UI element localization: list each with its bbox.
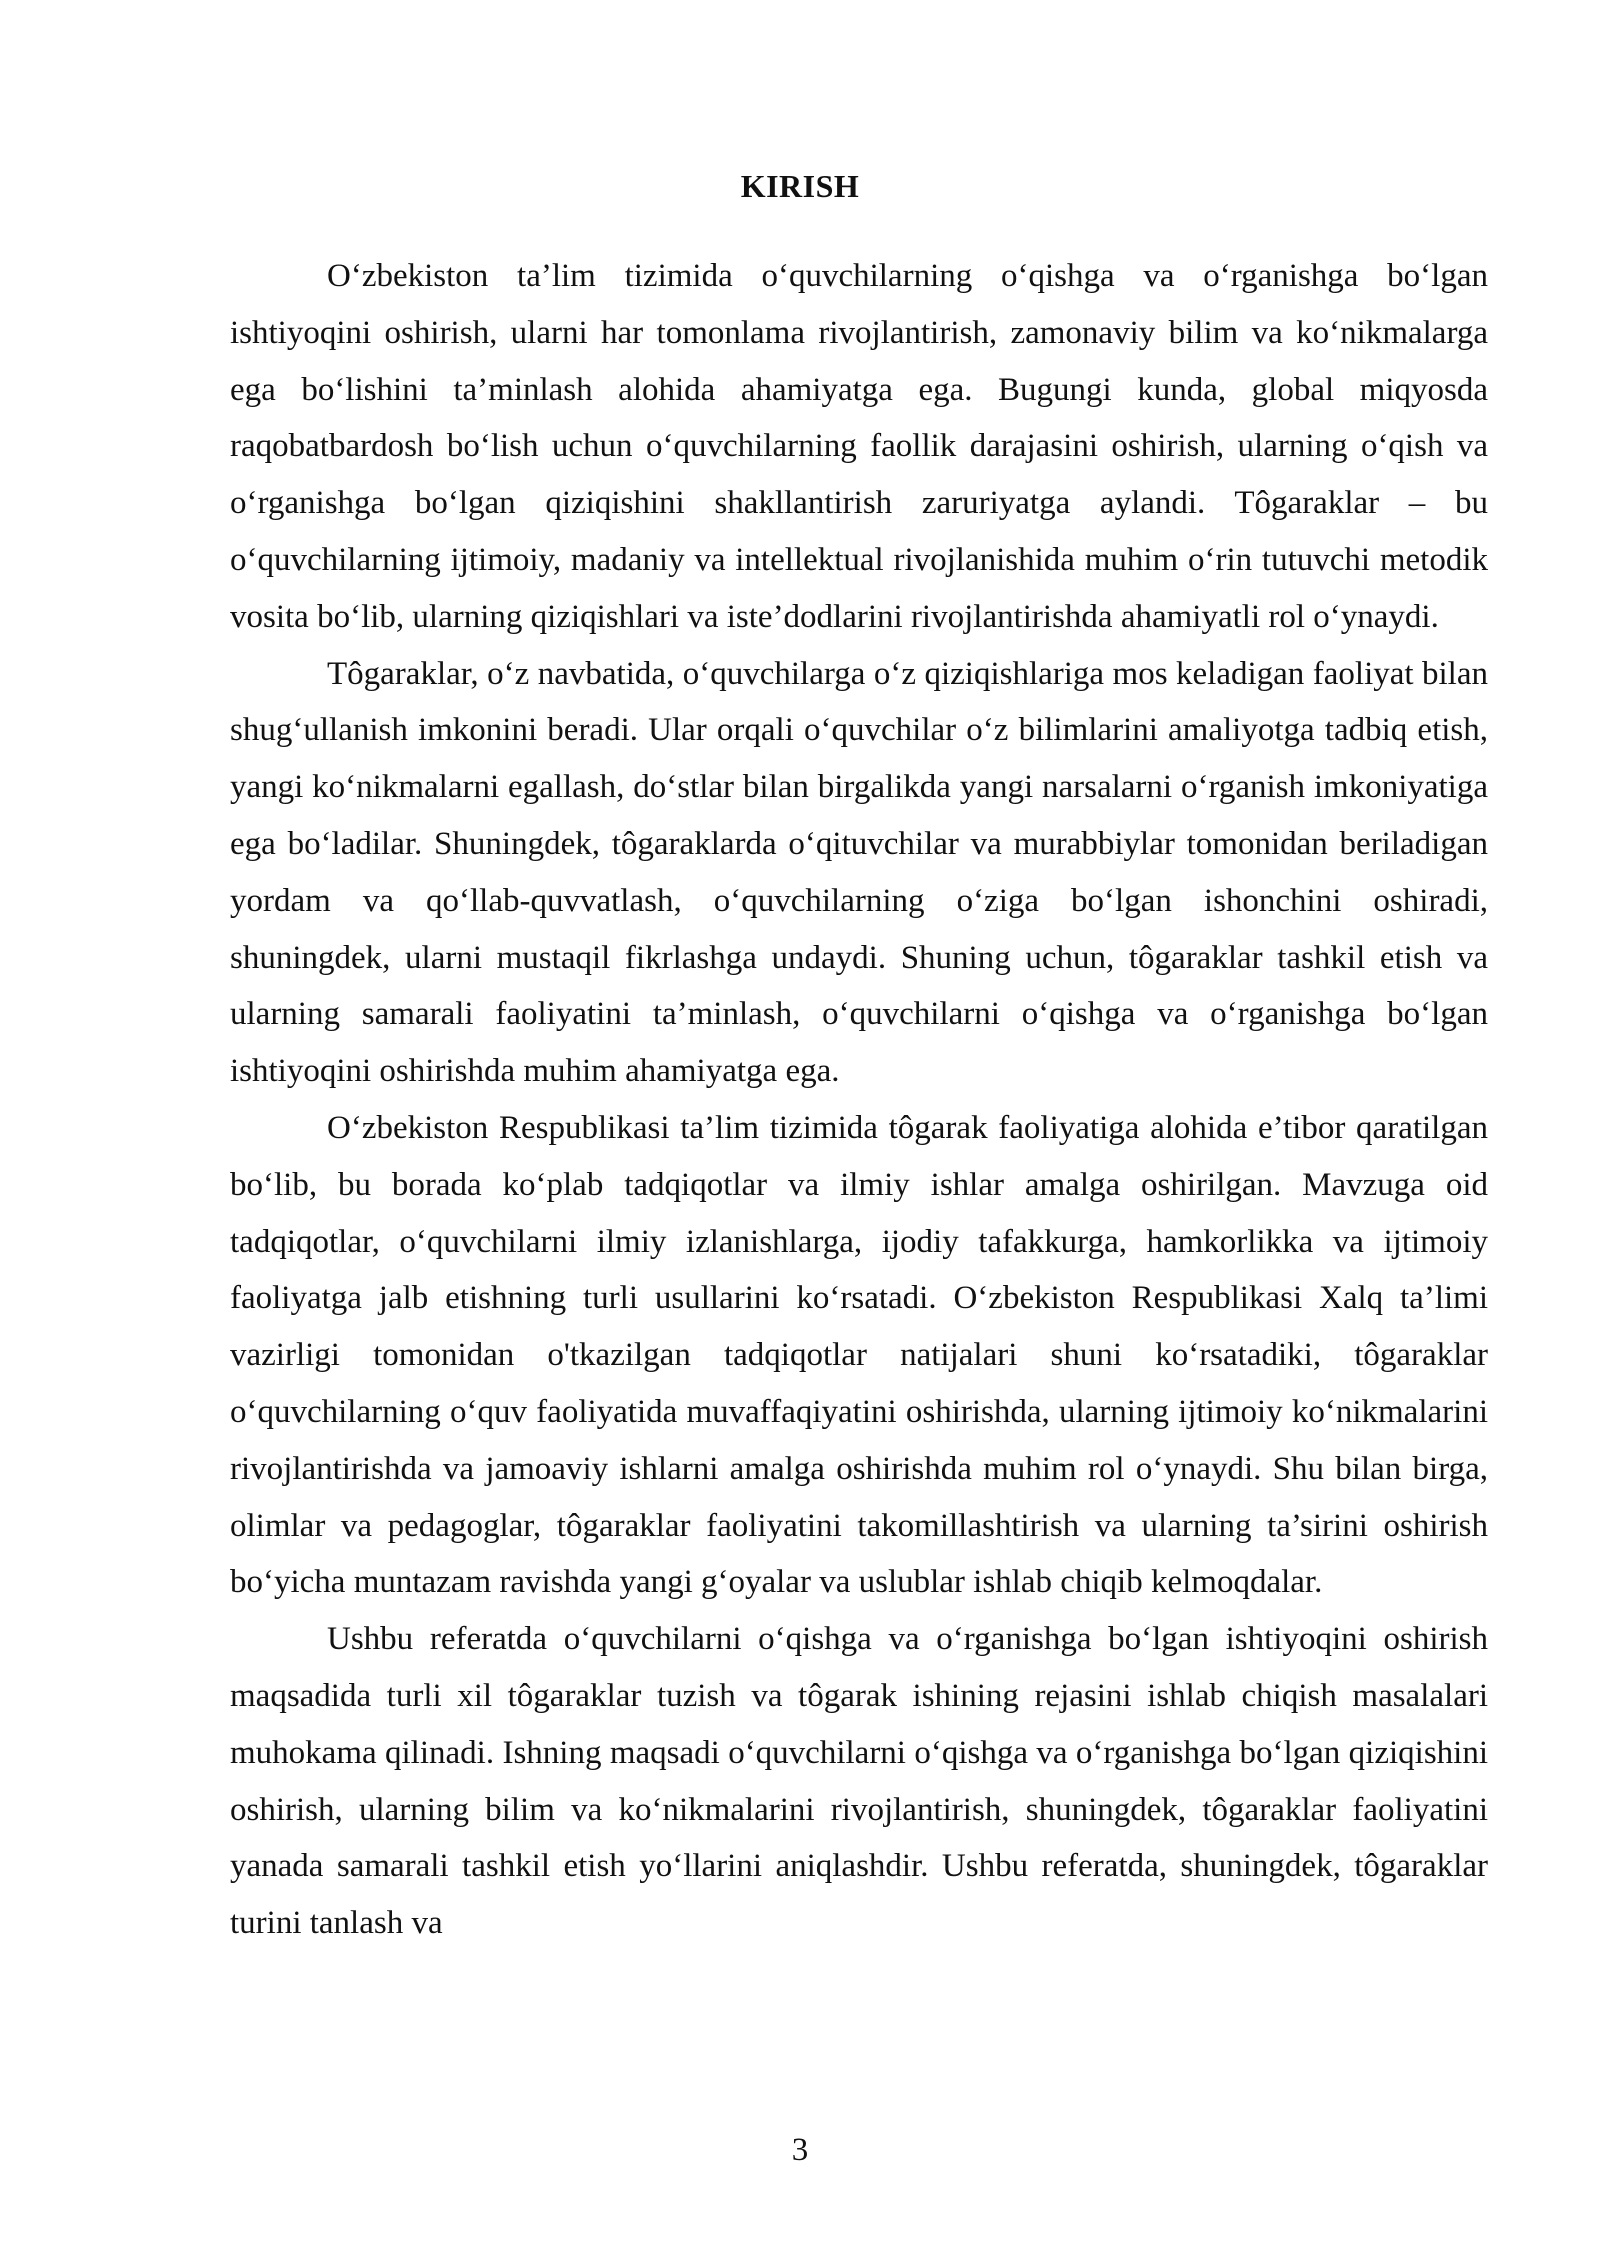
paragraph-3: O‘zbekiston Respublikasi ta’lim tizimida tôgarak faoliyatiga alohida e’tibor qaratilgan bo‘lib, bu borada ko‘plab tadqiqotlar va ilmiy ishlar amalga oshirilgan. Mavzuga oid tadqiqotlar, o‘quvchilarni ilmiy izlanishlarga, ijodiy tafakkurga, hamkorlikka va ijtimoiy faoliyatga jalb etishning turli usullarini ko‘rsatadi. O‘zbekiston Respublikasi Xalq ta’limi vazirligi tomonidan o'tkazilgan tadqiqotlar natijalari shuni ko‘rsatadiki, tôgaraklar o‘quvchilarning o‘quv faoliyatida muvaffaqiyatini oshirishda, ularning ijtimoiy ko‘nikmalarini rivojlantirishda va jamoaviy ishlarni amalga oshirishda muhim rol o‘ynaydi. Shu bilan birga, olimlar va pedagoglar, tôgaraklar faoliyatini takomillashtirish va ularning ta’sirini oshirish bo‘yicha muntazam ravishda yangi g‘oyalar va uslublar ishlab chiqib kelmoqdalar. (230, 1109, 1488, 1601)
body-text (230, 248, 1488, 1952)
page-number: 3 (791, 2132, 809, 2168)
paragraph-2: Tôgaraklar, o‘z navbatida, o‘quvchilarga o‘z qiziqishlariga mos keladigan faoliyat bilan shug‘ullanish imkonini beradi. Ular orqali o‘quvchilar o‘z bilimlarini amaliyotga tadbiq etish, yangi ko‘nikmalarni egallash, do‘stlar bilan birgalikda yangi narsalarni o‘rganish imkoniyatiga ega bo‘ladilar. Shuningdek, tôgaraklarda o‘qituvchilar va murabbiylar tomonidan beriladigan yordam va qo‘llab-quvvatlash, o‘quvchilarning o‘ziga bo‘lgan ishonchini oshiradi, shuningdek, ularni mustaqil fikrlashga undaydi. Shuning uchun, tôgaraklar tashkil etish va ularning samarali faoliyatini ta’minlash, o‘quvchilarni o‘qishga va o‘rganishga bo‘lgan ishtiyoqini oshirishda muhim ahamiyatga ega. (230, 655, 1488, 1090)
paragraph-4: Ushbu referatda o‘quvchilarni o‘qishga va o‘rganishga bo‘lgan ishtiyoqini oshirish maqsadida turli xil tôgaraklar tuzish va tôgarak ishining rejasini ishlab chiqish masalalari muhokama qilinadi. Ishning maqsadi o‘quvchilarni o‘qishga va o‘rganishga bo‘lgan qiziqishini oshirish, ularning bilim va ko‘nikmalarini rivojlantirish, shuningdek, tôgaraklar faoliyatini yanada samarali tashkil etish yo‘llarini aniqlashdir. Ushbu referatda, shuningdek, tôgaraklar turini tanlash va (230, 1621, 1488, 1942)
paragraph-1: O‘zbekiston ta’lim tizimida o‘quvchilarning o‘qishga va o‘rganishga bo‘lgan ishtiyoqini oshirish, ularni har tomonlama rivojlantirish, zamonaviy bilim va ko‘nikmalarga ega bo‘lishini ta’minlash alohida ahamiyatga ega. Bugungi kunda, global miqyosda raqobatbardosh bo‘lish uchun o‘quvchilarning faollik darajasini oshirish, ularning o‘qish va o‘rganishga bo‘lgan qiziqishini shakllantirish zaruriyatga aylandi. Tôgaraklar – bu o‘quvchilarning ijtimoiy, madaniy va intellektual rivojlanishida muhim o‘rin tutuvchi metodik vosita bo‘lib, ularning qiziqishlari va iste’dodlarini rivojlantirishda ahamiyatli rol o‘ynaydi. (230, 258, 1488, 635)
page-title: KIRISH (740, 168, 860, 204)
